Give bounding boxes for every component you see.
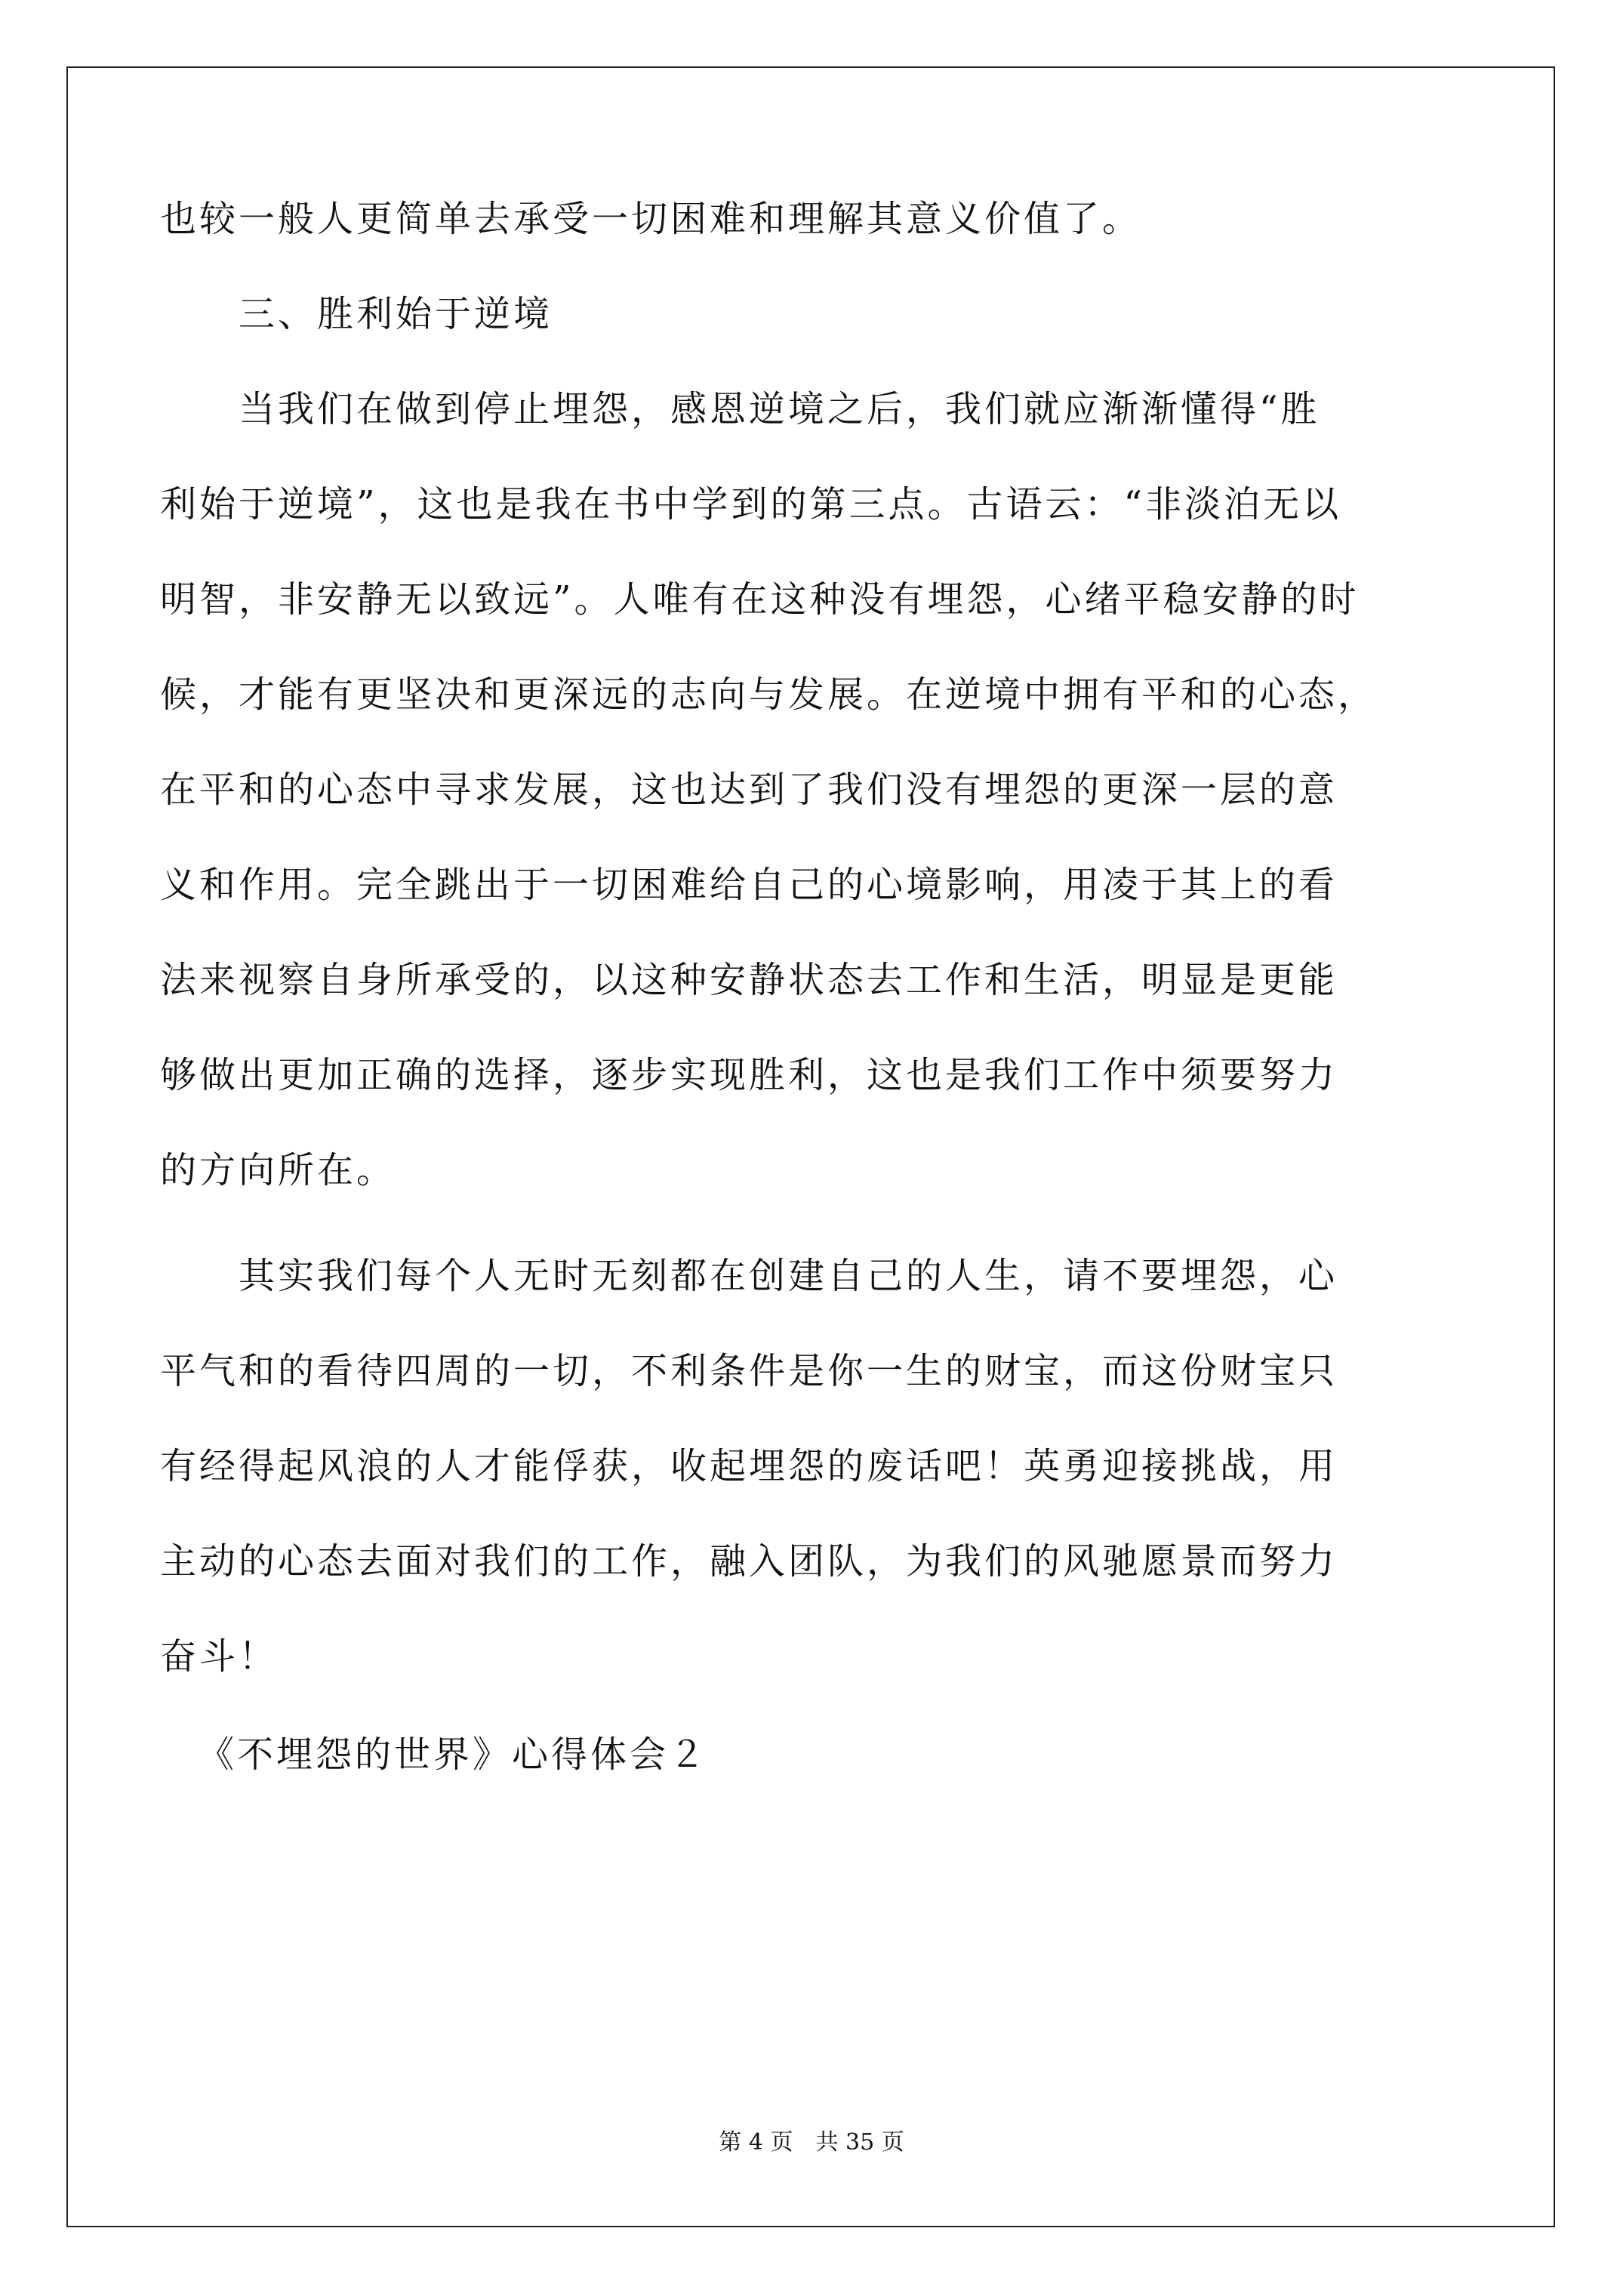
text-line-14: 有经得起风浪的人才能俘获，收起埋怨的废话吧！英勇迎接挑战，用	[160, 1445, 1338, 1487]
text-line-4: 利始于逆境”，这也是我在书中学到的第三点。古语云：“非淡泊无以	[160, 483, 1342, 525]
text-line-8: 义和作用。完全跳出于一切困难给自己的心境影响，用凌于其上的看	[160, 864, 1338, 906]
page-footer: 第 4 页 共 35 页	[719, 2129, 904, 2156]
text-line-15: 主动的心态去面对我们的工作，融入团队，为我们的风驰愿景而努力	[160, 1540, 1338, 1583]
text-line-9: 法来视察自身所承受的，以这种安静状态去工作和生活，明显是更能	[160, 959, 1338, 1001]
text-line-11: 的方向所在。	[160, 1149, 396, 1191]
text-line-5: 明智，非安静无以致远”。人唯有在这种没有埋怨，心绪平稳安静的时	[160, 578, 1360, 621]
text-line-3: 当我们在做到停止埋怨，感恩逆境之后，我们就应渐渐懂得“胜	[160, 388, 1320, 430]
text-line-12: 其实我们每个人无时无刻都在创建自己的人生，请不要埋怨，心	[160, 1255, 1338, 1297]
text-line-16: 奋斗！	[160, 1635, 279, 1678]
next-section-title: 《不埋怨的世界》心得体会２	[198, 1734, 709, 1776]
text-line-7: 在平和的心态中寻求发展，这也达到了我们没有埋怨的更深一层的意	[160, 769, 1338, 811]
text-line-10: 够做出更加正确的选择，逐步实现胜利，这也是我们工作中须要努力	[160, 1054, 1338, 1096]
text-line-13: 平气和的看待四周的一切，不利条件是你一生的财宝，而这份财宝只	[160, 1350, 1338, 1392]
text-line-6: 候，才能有更坚决和更深远的志向与发展。在逆境中拥有平和的心态，	[160, 673, 1378, 716]
section-heading: 三、胜利始于逆境	[160, 293, 553, 335]
text-line-1: 也较一般人更简单去承受一切困难和理解其意义价值了。	[160, 198, 1142, 240]
